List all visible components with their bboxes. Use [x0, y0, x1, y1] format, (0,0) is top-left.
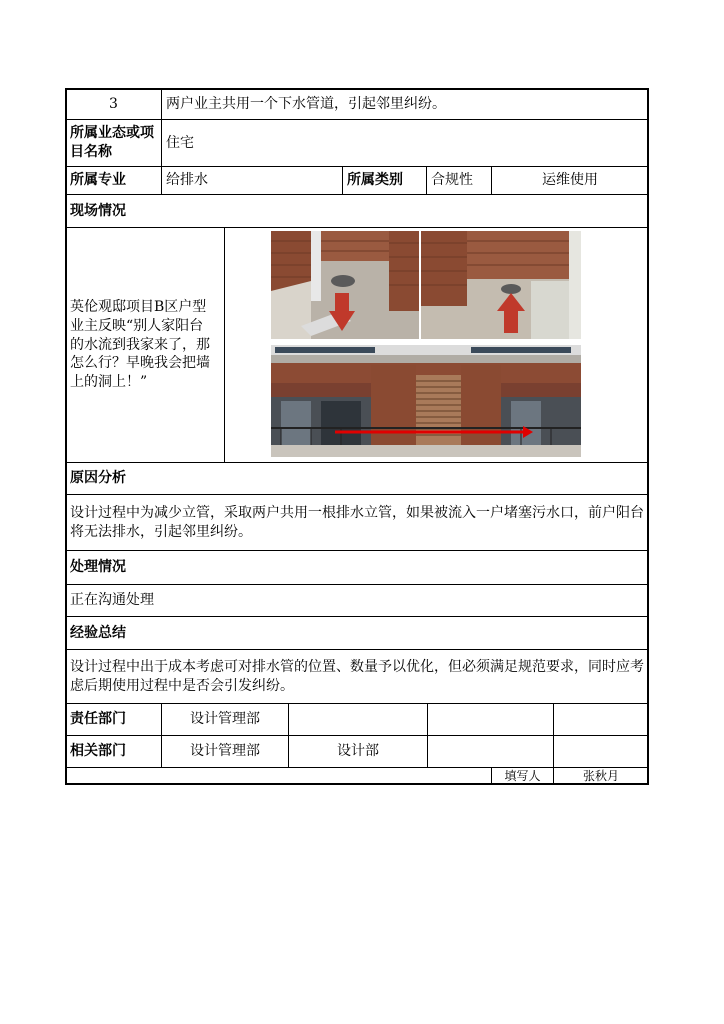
lessons-heading: 经验总结: [65, 616, 649, 650]
responsible-dept-label: 责任部门: [65, 703, 162, 736]
related-dept-value-2: 设计部: [288, 735, 428, 768]
responsible-dept-blank-1: [288, 703, 428, 736]
responsible-dept-blank-3: [553, 703, 649, 736]
footer-blank: [65, 767, 492, 785]
usage-value: 运维使用: [491, 166, 649, 195]
business-type-value: 住宅: [161, 119, 649, 167]
responsible-dept-value: 设计管理部: [161, 703, 289, 736]
specialty-label: 所属专业: [65, 166, 162, 195]
photo-drain-right: [421, 231, 581, 339]
site-description-text: 英伦观邸项目B区户型业主反映“别人家阳台的水流到我家来了，那怎么行？早晚我会把墙上的洞上！”: [70, 298, 210, 391]
filled-by-value: 张秋月: [553, 767, 649, 785]
item-number: 3: [65, 88, 162, 120]
related-dept-value-1: 设计管理部: [161, 735, 289, 768]
photo-balcony-facade: [271, 345, 581, 457]
lessons-text: 设计过程中出于成本考虑可对排水管的位置、数量予以优化，但必须满足规范要求，同时应考虑后期使用过程中是否会引发纠纷。: [65, 649, 649, 704]
responsible-dept-blank-2: [427, 703, 554, 736]
category-label: 所属类别: [342, 166, 427, 195]
cause-text: 设计过程中为减少立管，采取两户共用一根排水立管，如果被流入一户堵塞污水口，前户阳台将无法排水，引起邻里纠纷。: [65, 494, 649, 551]
related-dept-blank-1: [427, 735, 554, 768]
site-heading: 现场情况: [65, 194, 649, 228]
issue-title: 两户业主共用一个下水管道，引起邻里纠纷。: [161, 88, 649, 120]
cause-heading: 原因分析: [65, 462, 649, 495]
photo-drain-left: [271, 231, 419, 339]
site-description: [65, 227, 225, 463]
handling-heading: 处理情况: [65, 550, 649, 585]
business-type-label: 所属业态或项目名称: [65, 119, 162, 167]
related-dept-label: 相关部门: [65, 735, 162, 768]
category-value: 合规性: [426, 166, 492, 195]
handling-text: 正在沟通处理: [65, 584, 649, 617]
related-dept-blank-2: [553, 735, 649, 768]
filled-by-label: 填写人: [491, 767, 554, 785]
specialty-value: 给排水: [161, 166, 343, 195]
